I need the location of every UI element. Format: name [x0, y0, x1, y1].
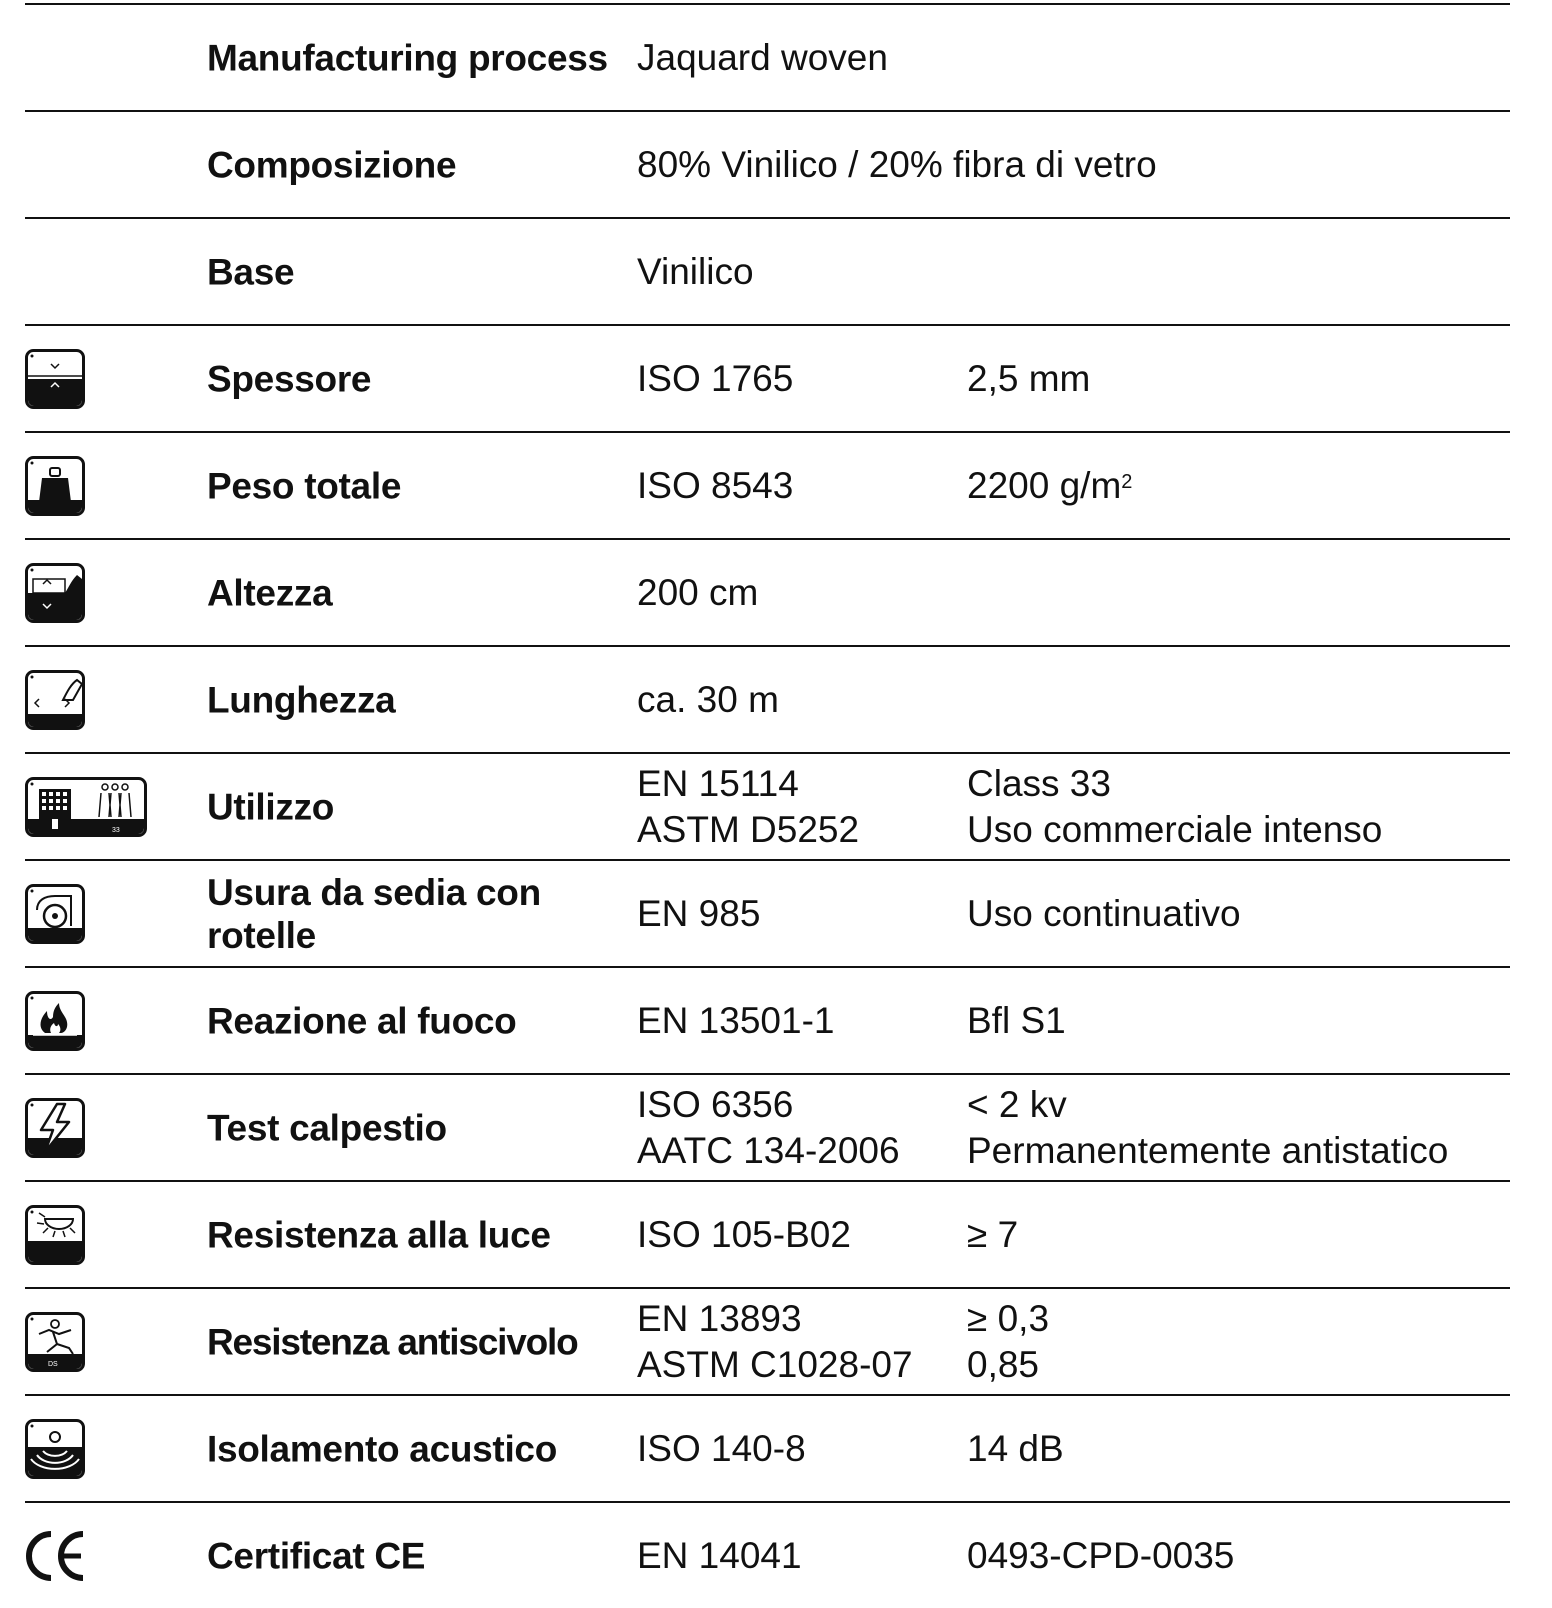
row-value: ca. 30 m	[637, 678, 779, 720]
row-label: Composizione	[207, 144, 457, 185]
row-label: Isolamento acustico	[207, 1428, 558, 1469]
row-value: 0493-CPD-0035	[967, 1534, 1235, 1576]
row-label: Base	[207, 251, 295, 292]
row-value: 2200 $g/m^2$	[967, 464, 1133, 506]
row-value: Jaquard woven	[637, 36, 888, 78]
roll-length-icon	[25, 670, 85, 730]
row-label: Test calpestio	[207, 1107, 447, 1148]
row-label: Altezza	[207, 572, 333, 613]
acoustic-icon	[25, 1419, 85, 1479]
row-label: Reazione al fuoco	[207, 1000, 517, 1041]
table-row	[25, 752, 1510, 859]
row-label: Spessore	[207, 358, 372, 399]
row-value: ≥ 0,3 0,85	[967, 1297, 1050, 1385]
table-row	[25, 431, 1510, 538]
row-value: Class 33 Uso commerciale intenso	[967, 762, 1383, 850]
row-standard: ISO 1765	[637, 357, 794, 399]
row-value: Vinilico	[637, 250, 754, 292]
row-value: Bfl S1	[967, 999, 1066, 1041]
table-row	[25, 217, 1510, 324]
table-row	[25, 110, 1510, 217]
usage-class-icon	[25, 777, 147, 837]
row-value: 2,5 mm	[967, 357, 1091, 399]
table-row	[25, 324, 1510, 431]
row-standard: ISO 105-B02	[637, 1213, 851, 1255]
row-label: Lunghezza	[207, 679, 396, 720]
row-standard: ISO 140-8	[637, 1427, 806, 1469]
table-row	[25, 538, 1510, 645]
row-standard: EN 14041	[637, 1534, 802, 1576]
table-row	[25, 3, 1510, 110]
row-value: 80% Vinilico / 20% fibra di vetro	[637, 143, 1157, 185]
table-row	[25, 1287, 1510, 1394]
antistatic-icon	[25, 1098, 85, 1158]
table-row	[25, 1180, 1510, 1287]
row-label: Certificat CE	[207, 1535, 426, 1576]
table-row	[25, 1501, 1510, 1608]
svg-text:CE: CE	[25, 1525, 27, 1527]
row-value: 14 dB	[967, 1427, 1064, 1469]
superscript: 2	[1121, 470, 1133, 493]
castor-chair-icon	[25, 884, 85, 944]
row-value: < 2 kv Permanentemente antistatico	[967, 1083, 1449, 1171]
row-standard: EN 13893 ASTM C1028-07	[637, 1297, 913, 1385]
row-standard: EN 15114 ASTM D5252	[637, 762, 860, 850]
row-standard: EN 13501-1	[637, 999, 835, 1041]
weight-icon	[25, 456, 85, 516]
ce-mark-icon	[25, 1526, 85, 1586]
icon-ds-text: DS	[48, 1360, 58, 1368]
row-value: Uso continuativo	[967, 892, 1241, 934]
row-value: 200 cm	[637, 571, 759, 613]
thickness-icon	[25, 349, 85, 409]
row-standard: EN 985	[637, 892, 761, 934]
row-value: ≥ 7	[967, 1213, 1019, 1255]
row-standard: ISO 8543	[637, 464, 794, 506]
row-label: Resistenza antiscivolo	[207, 1321, 578, 1362]
fire-icon	[25, 991, 85, 1051]
table-row	[25, 966, 1510, 1073]
table-row	[25, 1073, 1510, 1180]
table-row	[25, 1394, 1510, 1501]
row-label: Resistenza alla luce	[207, 1214, 551, 1255]
row-label: Manufacturing process	[207, 37, 608, 78]
table-row	[25, 859, 1510, 966]
row-standard: ISO 6356 AATC 134-2006	[637, 1083, 900, 1171]
roll-height-icon	[25, 563, 85, 623]
icon-class-text: 33	[112, 826, 120, 834]
row-label: Usura da sedia con rotelle	[207, 871, 541, 956]
light-fastness-icon	[25, 1205, 85, 1265]
row-label: Utilizzo	[207, 786, 335, 827]
table-row	[25, 645, 1510, 752]
spec-table	[25, 3, 1510, 1608]
slip-resistance-icon	[25, 1312, 85, 1372]
row-label: Peso totale	[207, 465, 402, 506]
